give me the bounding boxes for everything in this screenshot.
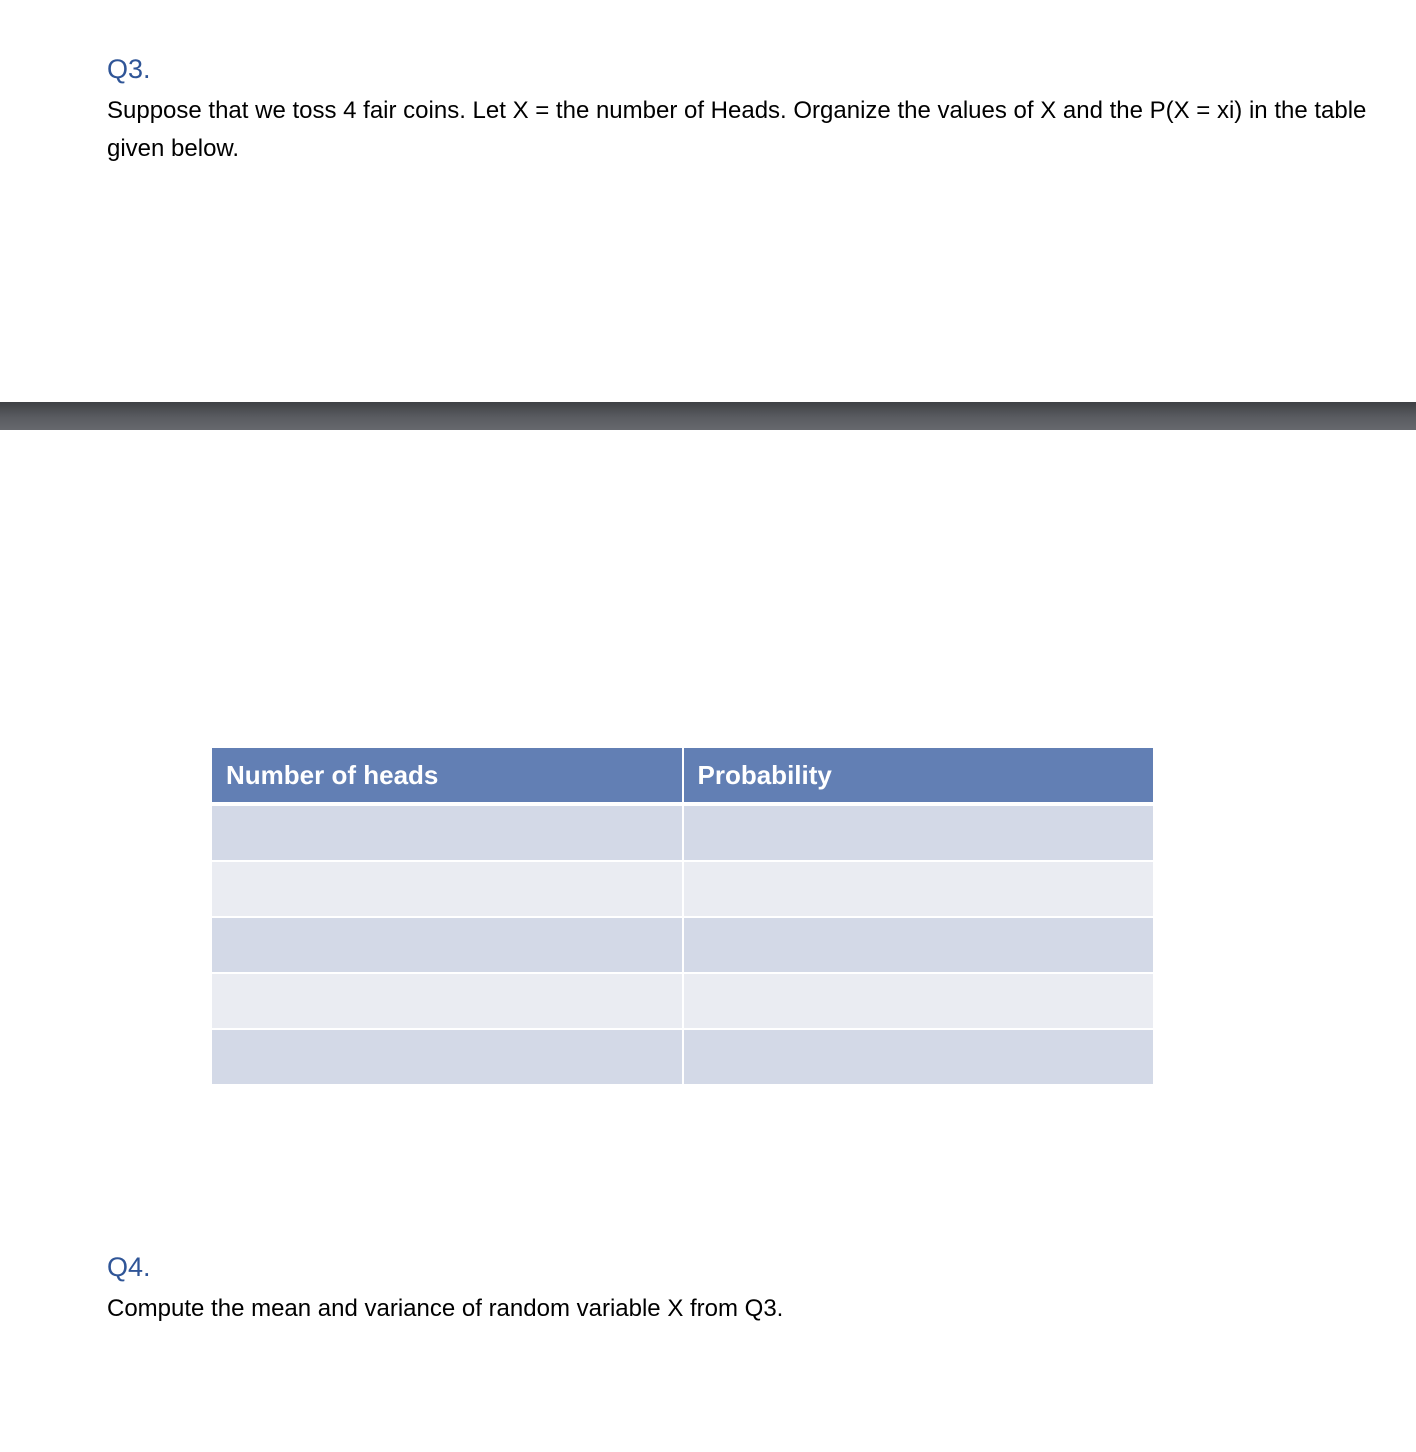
table-cell-heads[interactable] (211, 804, 683, 861)
table-row (211, 917, 1154, 973)
table-cell-probability[interactable] (683, 1029, 1155, 1085)
table-cell-heads[interactable] (211, 861, 683, 917)
table-cell-heads[interactable] (211, 973, 683, 1029)
table-cell-probability[interactable] (683, 861, 1155, 917)
q4-question-text: Compute the mean and variance of random variable X from Q3. (107, 1295, 784, 1322)
table-cell-probability[interactable] (683, 917, 1155, 973)
q4-heading: Q4. (107, 1252, 151, 1282)
table-cell-heads[interactable] (211, 1029, 683, 1085)
table-row (211, 1029, 1154, 1085)
header-probability: Probability (683, 747, 1155, 804)
table-row (211, 973, 1154, 1029)
heads-probability-table (210, 746, 1155, 1086)
table-header-row (211, 747, 1154, 804)
table-row (211, 861, 1154, 917)
table-row (211, 804, 1154, 861)
page-break-bar (0, 402, 1416, 430)
table-cell-heads[interactable] (211, 917, 683, 973)
q3-heading: Q3. (107, 54, 151, 84)
table-cell-probability[interactable] (683, 804, 1155, 861)
q3-question-text: Suppose that we toss 4 fair coins. Let X = the number of Heads. Organize the values of X and the P(X = xi) in the table given below. (107, 97, 1367, 162)
table-cell-probability[interactable] (683, 973, 1155, 1029)
header-number-of-heads: Number of heads (211, 747, 683, 804)
